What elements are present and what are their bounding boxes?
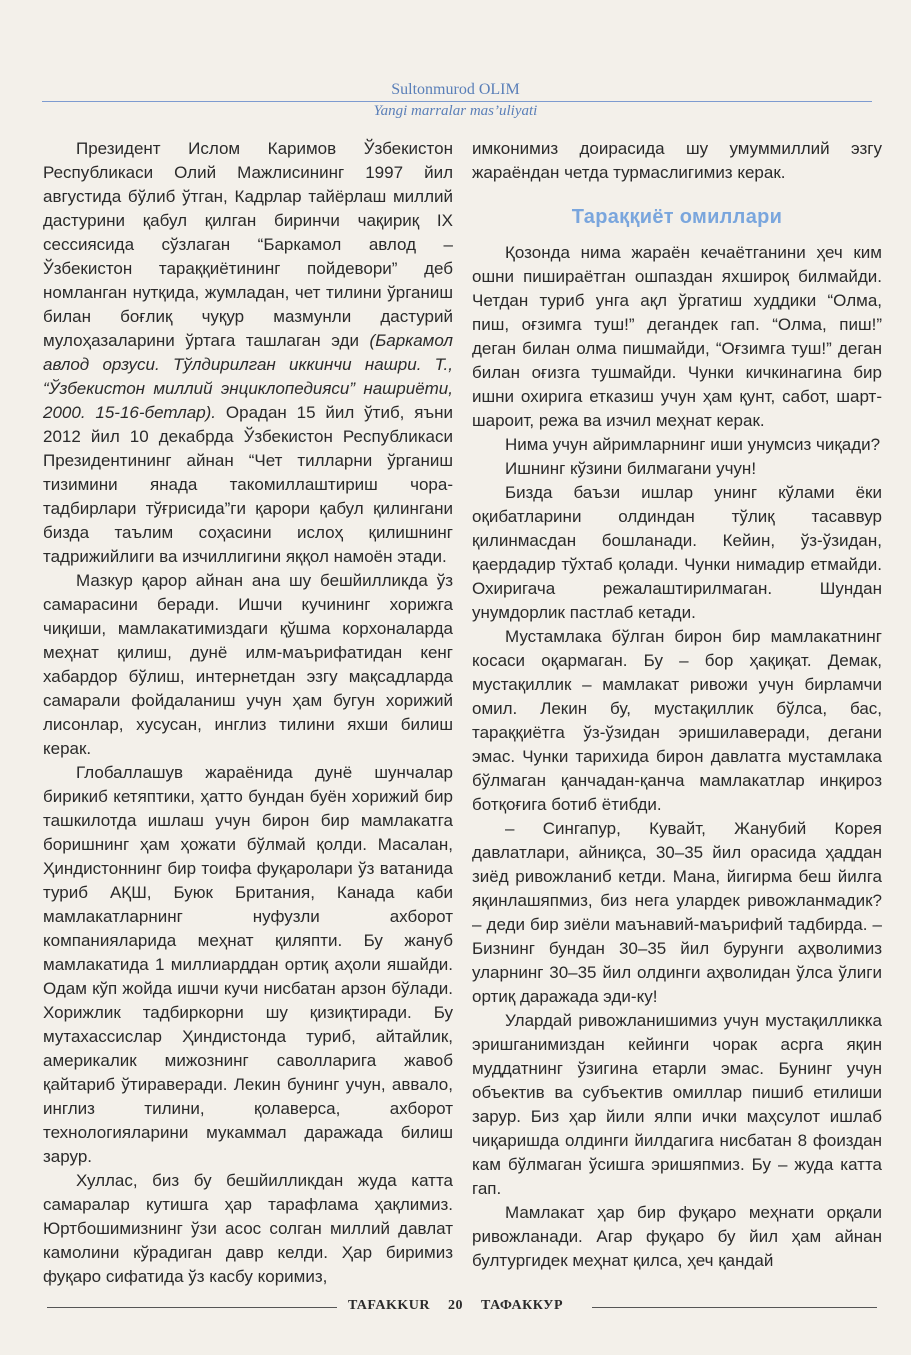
paragraph: Мустамлака бўлган бирон бир мамлакатнинг косаси оқармаган. Бу – бор ҳақиқат. Демак, мустақиллик – мамлакат ривожи учун бирламчи омил. Лекин бу, мустақиллик бўлса, бас, тараққиётга ўз-ўзидан эришилаверади, дегани эмас. Чунки тарихида бирон давлатга мустамлака бўлмаган қанчадан-қанча мамлакатлар инқироз ботқоғига ботиб ётибди. (472, 627, 882, 814)
paragraph: Мазкур қарор айнан ана шу бешйилликда ўз самарасини беради. Ишчи кучининг хорижга чиқиши, мамлакатимиздаги қўшма корхоналарда меҳнат қилиш, дунё илм-маърифатидан кенг хабардор бўлиш, интернетдан эзгу мақсадларда самарали фойдаланиш учун ҳам бугун хорижий лисонлар, хусусан, инглиз тилини яхши билиш керак. (43, 571, 453, 758)
citation: (Баркамол авлод орзуси. Тўлдирилган иккинчи нашри. Т., “Ўзбекистон миллий энциклопедияси” нашриёти, 2000. 15-16-бетлар). (43, 331, 453, 422)
header-rule (42, 101, 872, 102)
page-number: 20 (448, 1298, 464, 1313)
footer-magazine-latin: TAFAKKUR (347, 1298, 431, 1313)
running-header (0, 80, 911, 120)
section-heading: Тараққиёт омиллари (571, 206, 783, 228)
running-footer (0, 1298, 911, 1318)
header-subtitle: Yangi marralar mas’uliyati (373, 103, 538, 119)
paragraph: Бизда баъзи ишлар унинг кўлами ёки оқибатларини олдиндан тўлиқ тасаввур қилинмасдан бошланади. Кейин, ўз-ўзидан, қаердадир тўхтаб қолади. Чунки нимадир етмайди. Охиригача режалаштирилмаган. Шундан унумдорлик пастлаб кетади. (472, 483, 882, 622)
paragraph-text: Орадан 15 йил ўтиб, яъни 2012 йил 10 декабрда Ўзбекистон Республикаси Президентининг айнан “Чет тилларни ўрганиш тизимини янада такомиллаштириш чора-тадбирлари тўғрисида”ги қарори қабул қилингани бизда таълим соҳасини ислоҳ қилишнинг тадрижийлиги ва изчиллигини яққол намоён этади. (43, 403, 453, 566)
paragraph: – Сингапур, Кувайт, Жанубий Корея давлатлари, айниқса, 30–35 йил орасида ҳаддан зиёд ривожланиб кетди. Мана, йигирма беш йилга яқинлашяпмиз, биз нега улардек ривожланмадик? – деди бир зиёли маънавий-маърифий тадбирда. – Бизнинг бундан 30–35 йил бурунги аҳволимиз уларнинг 30–35 йил олдинги аҳволидан ўлса ўлиги ортиқ даражада эди-ку! (472, 819, 882, 1006)
footer-magazine-cyrillic: ТАФАККУР (481, 1298, 564, 1313)
paragraph: Мамлакат ҳар бир фуқаро меҳнати орқали ривожланади. Агар фуқаро бу йил ҳам айнан бултургидек меҳнат қилса, ҳеч қандай (472, 1203, 882, 1270)
left-column (43, 137, 453, 1289)
footer-text (0, 1298, 911, 1314)
paragraph: Улардай ривожланишимиз учун мустақилликка эришганимиздан кейинги чорак асрга яқин муддатнинг ўзигина етарли эмас. Бунинг учун объектив ва субъектив омиллар пишиб етилиши зарур. Биз ҳар йили ялпи ички маҳсулот ишлаб чиқаришда олдинги йилдагига нисбатан 8 фоиздан кам бўлмаган ўсишга эришяпмиз. Бу – жуда катта гап. (472, 1011, 882, 1198)
header-author: Sultonmurod OLIM (391, 81, 520, 98)
paragraph: Ишнинг кўзини билмагани учун! (505, 459, 757, 478)
paragraph (43, 137, 453, 569)
right-column (472, 137, 882, 1273)
paragraph: имконимиз доирасида шу умуммиллий эзгу жараёндан четда турмаслигимиз керак. (472, 139, 882, 182)
paragraph: Қозонда нима жараён кечаётганини ҳеч ким ошни пишираётган ошпаздан яхшироқ билмайди. Четдан туриб унга ақл ўргатиш худдики “Олма, пиш, оғзимга туш!” дегандек гап. “Олма, пиш!” деган билан олма пишмайди, “Оғзимга туш!” деган билан оғизга тушмайди. Чунки кичкинагина бир ишни охирига етказиш учун ҳам қунт, сабот, шарт-шароит, режа ва изчил меҳнат керак. (472, 243, 882, 430)
paragraph: Хуллас, биз бу бешйилликдан жуда катта самаралар кутишга ҳар тарафлама ҳақлимиз. Юртбошимизнинг ўзи асос солган миллий давлат камолини кўрадиган давр келди. Ҳар биримиз фуқаро сифатида ўз касбу коримиз, (43, 1171, 453, 1286)
paragraph: Глобаллашув жараёнида дунё шунчалар бирикиб кетяптики, ҳатто бундан буён хорижий бир ташкилотда ишлаш учун бирон бир мамлакатга боришнинг ҳам ҳожати бўлмай қолди. Масалан, Ҳиндистоннинг бир тоифа фуқаролари ўз ватанида туриб АҚШ, Буюк Британия, Канада каби мамлакатларнинг нуфузли ахборот компанияларида меҳнат қиляпти. Бу жануб мамлакатида 1 миллиарддан ортиқ аҳоли яшайди. Одам кўп жойда ишчи кучи нисбатан арзон бўлади. Хорижлик тадбиркорни шу қизиқтиради. Бу мутахассислар Ҳиндистонда туриб, айтайлик, америкалик мижознинг саволларига жавоб қайтариб ўтираверади. Лекин бунинг учун, аввало, инглиз тилини, қолаверса, ахборот технологияларини мукаммал даражада билиш зарур. (43, 763, 453, 1166)
paragraph: Нима учун айримларнинг иши унумсиз чиқади? (505, 435, 881, 454)
paragraph-text: Президент Ислом Каримов Ўзбекистон Республикаси Олий Мажлисининг 1997 йил августида бўлиб ўтган, Кадрлар тайёрлаш миллий дастурини қабул қилган биринчи чақириқ IX сессиясида сўзлаган “Баркамол авлод – Ўзбекистон тараққиётининг пойдевори” деб номланган нутқида, жумладан, чет тилини ўрганиш билан боғлиқ чуқур мазмунли дастурий мулоҳазаларини ўртага ташлаган эди (43, 139, 453, 350)
